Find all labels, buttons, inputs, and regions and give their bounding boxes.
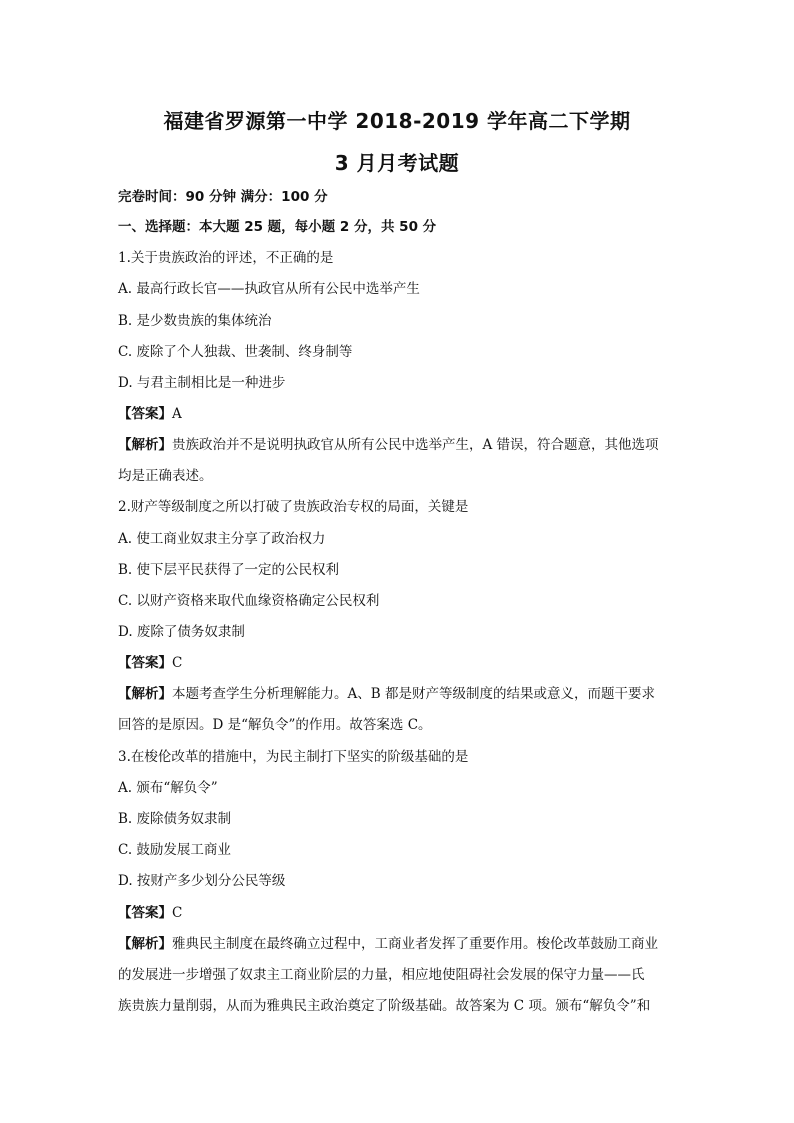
answer-label: 【答案】 [118,905,172,921]
answer-value: C [172,655,183,671]
question-3-analysis-line-3: 族贵族力量削弱，从而为雅典民主政治奠定了阶级基础。故答案为 C 项。颁布“解负令”和 [118,998,651,1014]
analysis-text: 本题考查学生分析理解能力。A、B 都是财产等级制度的结果或意义，而题干要求 [172,686,655,702]
analysis-text: 雅典民主制度在最终确立过程中，工商业者发挥了重要作用。梭伦改革鼓励工商业 [172,936,658,952]
analysis-label: 【解析】 [118,686,172,702]
question-2-option-d: D. 废除了债务奴隶制 [118,624,245,640]
question-1-option-b: B. 是少数贵族的集体统治 [118,313,272,329]
question-3-stem: 3.在梭伦改革的措施中，为民主制打下坚实的阶级基础的是 [118,749,469,765]
question-3-option-d: D. 按财产多少划分公民等级 [118,873,286,889]
question-3-option-a: A. 颁布“解负令” [118,780,218,796]
question-1-stem: 1.关于贵族政治的评述，不正确的是 [118,250,334,266]
question-3-option-b: B. 废除债务奴隶制 [118,811,232,827]
question-3-analysis-line-1 [118,935,678,953]
analysis-label: 【解析】 [118,936,172,952]
question-1-option-d: D. 与君主制相比是一种进步 [118,375,286,391]
question-1-option-a: A. 最高行政长官——执政官从所有公民中选举产生 [118,281,420,297]
page-title-line-1: 福建省罗源第一中学 2018-2019 学年高二下学期 [163,109,631,133]
answer-label: 【答案】 [118,406,172,422]
analysis-label: 【解析】 [118,437,172,453]
answer-value: C [172,905,183,921]
question-1-analysis-line-1 [118,436,678,454]
question-2-option-a: A. 使工商业奴隶主分享了政治权力 [118,531,326,547]
question-2-option-c: C. 以财产资格来取代血缘资格确定公民权利 [118,593,380,609]
question-2-analysis-line-1 [118,685,678,703]
answer-value: A [172,406,182,422]
exam-info: 完卷时间：90 分钟 满分：100 分 [118,189,328,205]
section-heading: 一、选择题：本大题 25 题，每小题 2 分，共 50 分 [118,219,437,235]
question-1-answer [118,405,678,423]
question-2-answer [118,654,678,672]
answer-label: 【答案】 [118,655,172,671]
question-3-option-c: C. 鼓励发展工商业 [118,842,231,858]
question-1-option-c: C. 废除了个人独裁、世袭制、终身制等 [118,344,353,360]
question-3-analysis-line-2: 的发展进一步增强了奴隶主工商业阶层的力量，相应地使阻碍社会发展的保守力量——氏 [118,967,645,983]
question-2-analysis-line-2: 回答的是原因。D 是“解负令”的作用。故答案选 C。 [118,717,432,733]
page-title-line-2: 3 月月考试题 [334,151,460,175]
question-2-option-b: B. 使下层平民获得了一定的公民权利 [118,562,340,578]
question-3-answer [118,904,678,922]
question-2-stem: 2.财产等级制度之所以打破了贵族政治专权的局面，关键是 [118,499,469,515]
question-1-analysis-line-2: 均是正确表述。 [118,468,213,484]
analysis-text: 贵族政治并不是说明执政官从所有公民中选举产生，A 错误，符合题意，其他选项 [172,437,659,453]
